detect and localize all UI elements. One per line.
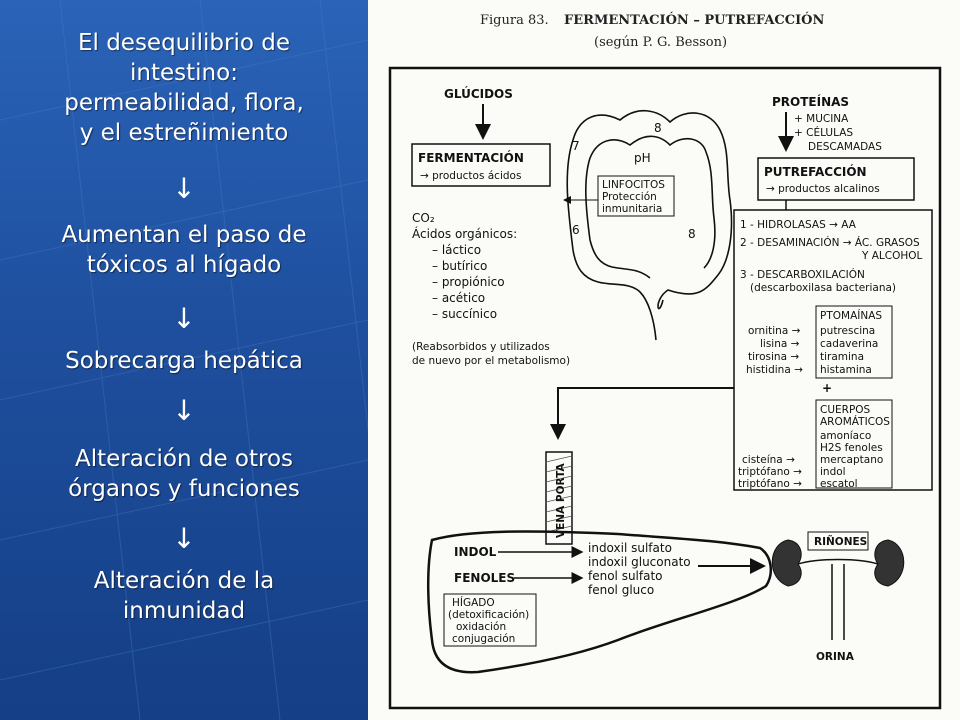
label-higado: (detoxificación) [448, 609, 530, 621]
plus-sign: + [822, 381, 833, 395]
label-co2: CO₂ [412, 211, 435, 225]
intestine-number: 8 [688, 227, 696, 241]
label-linfocitos: Protección [602, 191, 657, 203]
aromatic-source: triptófano → [738, 478, 802, 490]
process-step: 1 - HIDROLASAS → AA [740, 219, 856, 231]
process-step: 3 - DESCARBOXILACIÓN [740, 269, 865, 281]
acid-item: – acético [432, 291, 486, 305]
down-arrow-icon: ↓ [172, 394, 196, 427]
figure-subtitle: (según P. G. Besson) [594, 35, 728, 50]
aromatic-item: mercaptano [820, 454, 884, 466]
acid-item: – succínico [432, 307, 498, 321]
step-line: tóxicos al hígado [86, 252, 282, 278]
label-orina: ORINA [816, 651, 854, 663]
label-putrefaccion: PUTREFACCIÓN [764, 165, 867, 179]
step-line: Alteración de la [93, 568, 275, 594]
label-ph: pH [634, 151, 651, 165]
figure-title: FERMENTACIÓN – PUTREFACCIÓN [564, 13, 825, 28]
label-linfocitos: LINFOCITOS [602, 179, 665, 191]
arrow-to-vena-porta [558, 388, 734, 438]
step-line: Alteración de otros [75, 446, 293, 472]
label-rinones: RIÑONES [814, 536, 868, 548]
aromatic-source: cisteína → [742, 454, 795, 466]
intestine-number: 7 [572, 139, 580, 153]
label-reabsorbidos: de nuevo por el metabolismo) [412, 355, 571, 367]
process-step: 2 - DESAMINACIÓN → ÁC. GRASOS [740, 237, 920, 249]
step-other-organs [14, 444, 354, 504]
liver-product: indoxil sulfato [588, 541, 672, 555]
left-kidney [772, 540, 801, 586]
label-glucidos: GLÚCIDOS [444, 87, 513, 101]
ureter [832, 564, 844, 640]
ptomaina-item: histamina [820, 364, 872, 376]
kidney-vessel [798, 560, 878, 565]
label-higado: HÍGADO [452, 597, 495, 609]
liver-product: fenol gluco [588, 583, 655, 597]
step-line: órganos y funciones [68, 476, 300, 502]
aromatic-item: H2S fenoles [820, 442, 883, 454]
title-line: y el estreñimiento [79, 120, 289, 146]
aromatic-item: indol [820, 466, 846, 478]
label-higado: conjugación [452, 633, 516, 645]
label-vena-porta: VENA PORTA [555, 463, 567, 538]
label-productos-alcalinos: → productos alcalinos [766, 183, 880, 195]
intestine-number: 8 [654, 121, 662, 135]
step-immunity [14, 566, 354, 626]
fermentation-putrefaction-diagram [368, 0, 960, 720]
acid-item: – propiónico [432, 275, 505, 289]
process-step: (descarboxilasa bacteriana) [750, 282, 897, 294]
acid-item: – láctico [432, 243, 482, 257]
intestine-number: 6 [572, 223, 580, 237]
aromatic-source: triptófano → [738, 466, 802, 478]
ptomaina-item: putrescina [820, 325, 876, 337]
amino-acid: tirosina → [748, 351, 800, 363]
label-fermentacion: FERMENTACIÓN [418, 151, 524, 165]
label-fenoles: FENOLES [454, 571, 516, 585]
aromatic-item: amoníaco [820, 430, 872, 442]
down-arrow-icon: ↓ [172, 302, 196, 335]
label-higado: oxidación [456, 621, 507, 633]
step-liver-overload: Sobrecarga hepática [65, 348, 303, 374]
title-line: intestino: [130, 60, 238, 86]
label-productos-acidos: → productos ácidos [420, 170, 522, 182]
label-indol: INDOL [454, 545, 497, 559]
down-arrow-icon: ↓ [172, 522, 196, 555]
label-proteinas: PROTEÍNAS [772, 95, 850, 109]
label-ptomainas: PTOMAÍNAS [820, 310, 883, 322]
aromatic-item: escatol [820, 478, 858, 490]
title-line: permeabilidad, flora, [64, 90, 304, 116]
amino-acid: histidina → [746, 364, 803, 376]
label-acidos-organicos: Ácidos orgánicos: [412, 227, 518, 241]
step-line: Aumentan el paso de [61, 222, 307, 248]
amino-acid: lisina → [760, 338, 800, 350]
step-line: inmunidad [122, 598, 246, 624]
label-cuerpos: AROMÁTICOS [820, 416, 890, 428]
step-toxins-liver [14, 220, 354, 280]
liver-product: indoxil gluconato [588, 555, 691, 569]
slide-title [14, 28, 354, 148]
label-mucina: + MUCINA [794, 113, 849, 125]
label-linfocitos: inmunitaria [602, 203, 663, 215]
figure-number: Figura 83. [480, 13, 549, 28]
down-arrow-icon: ↓ [172, 172, 196, 205]
ptomaina-item: tiramina [820, 351, 865, 363]
label-descamadas: DESCAMADAS [808, 141, 882, 153]
label-reabsorbidos: (Reabsorbidos y utilizados [412, 341, 550, 353]
label-cuerpos: CUERPOS [820, 404, 871, 416]
text-panel [0, 0, 368, 720]
title-line: El desequilibrio de [77, 30, 291, 56]
ptomaina-item: cadaverina [820, 338, 879, 350]
amino-acid: ornitina → [748, 325, 801, 337]
liver-product: fenol sulfato [588, 569, 663, 583]
process-step: Y ALCOHOL [862, 250, 923, 262]
intestine-drawing [567, 111, 731, 340]
acid-item: – butírico [432, 259, 488, 273]
right-kidney [875, 540, 904, 586]
label-celulas: + CÉLULAS [794, 127, 854, 139]
figure-panel [368, 0, 960, 720]
